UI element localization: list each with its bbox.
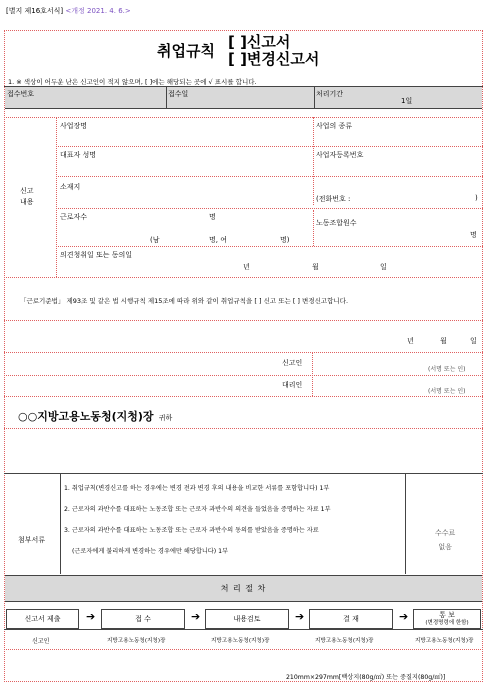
company-name-label: 사업장명 [60,122,88,130]
step-review: 내용검토 [205,609,289,629]
instruction-text: 1. ※ 색상이 어두운 난은 신고인이 적지 않으며, [ ]에는 해당되는 곳에 √ 표시를 합니다. [8,78,257,86]
worker-count-unit: 명 [209,213,216,221]
report-label-1: 신고 [20,187,34,195]
union-members-label: 노동조합원수 [316,219,357,227]
process-heading: 처 리 절 차 [5,575,482,602]
step-notify-label: 통 보 [439,611,455,619]
fee-box [435,526,455,554]
opinion-year: 년 [243,263,250,271]
arrow-right-icon: ➔ [399,610,409,623]
arrow-right-icon: ➔ [295,610,305,623]
arrow-right-icon: ➔ [191,610,201,623]
recipient [18,408,172,424]
form-number [6,6,131,16]
receipt-date-label: 접수일 [168,90,189,98]
step-approval: 결 재 [309,609,393,629]
business-reg-no-label: 사업자등록번호 [316,151,364,159]
paper-spec: 210mm×297mm[백상지(80g/㎡) 또는 중질지(80g/㎡)] [286,674,446,681]
recipient-suffix: 귀하 [158,414,173,422]
agent-sign-note: (서명 또는 인) [428,388,466,395]
actor-receipt: 지방고용노동청(지청)장 [107,638,166,644]
date-day: 일 [470,337,477,345]
attachments-list [64,478,331,562]
fee-value: 없음 [438,543,452,551]
actor-review: 지방고용노동청(지청)장 [211,638,270,644]
attachment-item-1: 1. 취업규칙(변경신고를 하는 경우에는 변경 전과 변경 후의 내용을 비교한 서류를 포함합니다) 1부 [64,485,330,492]
attachment-item-2: 2. 근로자의 과반수를 대표하는 노동조합 또는 근로자 과반수의 의견을 들었음을 증명하는 자료 1부 [64,506,331,513]
processing-period-value: 1일 [401,97,413,105]
attachments-label: 첨부서류 [18,536,46,544]
date-month: 월 [440,337,447,345]
opinion-month: 월 [312,263,319,271]
actor-reporter: 신고인 [32,638,50,645]
receipt-number-label: 접수번호 [7,90,35,98]
business-type-label: 사업의 종류 [316,122,353,130]
worker-female-unit: 명) [280,236,290,244]
step-submit: 신고서 제출 [6,609,79,629]
title-options [228,34,319,68]
opinion-day: 일 [380,263,387,271]
reporter-sign-note: (서명 또는 인) [428,366,466,373]
arrow-right-icon: ➔ [86,610,96,623]
processing-period-label: 처리기간 [316,90,344,98]
address-label: 소재지 [60,183,81,191]
worker-count-label: 근로자수 [60,213,88,221]
union-members-unit: 명 [470,231,477,239]
phone-close: ) [475,194,478,202]
recipient-name: ○○지방고용노동청(지청)장 [18,410,154,423]
statement-text: 「근로기준법」 제93조 및 같은 법 시행규칙 제15조에 따라 위와 같이 취업규칙을 [ ] 신고 또는 [ ] 변경신고합니다. [20,297,349,305]
form-title: 취업규칙 [157,42,215,60]
form-no-text: [별지 제16호서식] [6,7,64,15]
attachment-item-3: 3. 근로자의 과반수를 대표하는 노동조합 또는 근로자 과반수의 동의를 받았음을 증명하는 자료 [64,527,319,534]
step-notify-sub: (변경명령에 한함) [425,620,469,626]
agent-label: 대리인 [282,381,303,389]
revision-text: <개정 2021. 4. 6.> [65,7,131,15]
worker-female-label: 명, 여 [209,236,227,244]
reporter-label: 신고인 [282,359,303,367]
title-option-change-report: [ ]변경신고서 [228,50,320,68]
report-label-2: 내용 [20,198,34,206]
fee-label: 수수료 [435,529,456,537]
title-option-report: [ ]신고서 [228,33,291,51]
worker-male-label: (남 [150,236,160,244]
phone-label: (전화번호 : [316,195,351,203]
opinion-date-label: 의견청취일 또는 동의일 [60,251,133,259]
report-section-label [20,186,34,208]
step-notify [413,609,481,629]
date-year: 년 [407,337,414,345]
attachment-item-3-note: (근로자에게 불리하게 변경하는 경우에만 해당합니다) 1부 [72,548,229,555]
actor-approval: 지방고용노동청(지청)장 [315,638,374,644]
actor-notify: 지방고용노동청(지청)장 [415,638,474,644]
representative-label: 대표자 성명 [60,151,97,159]
step-receipt: 접 수 [101,609,185,629]
